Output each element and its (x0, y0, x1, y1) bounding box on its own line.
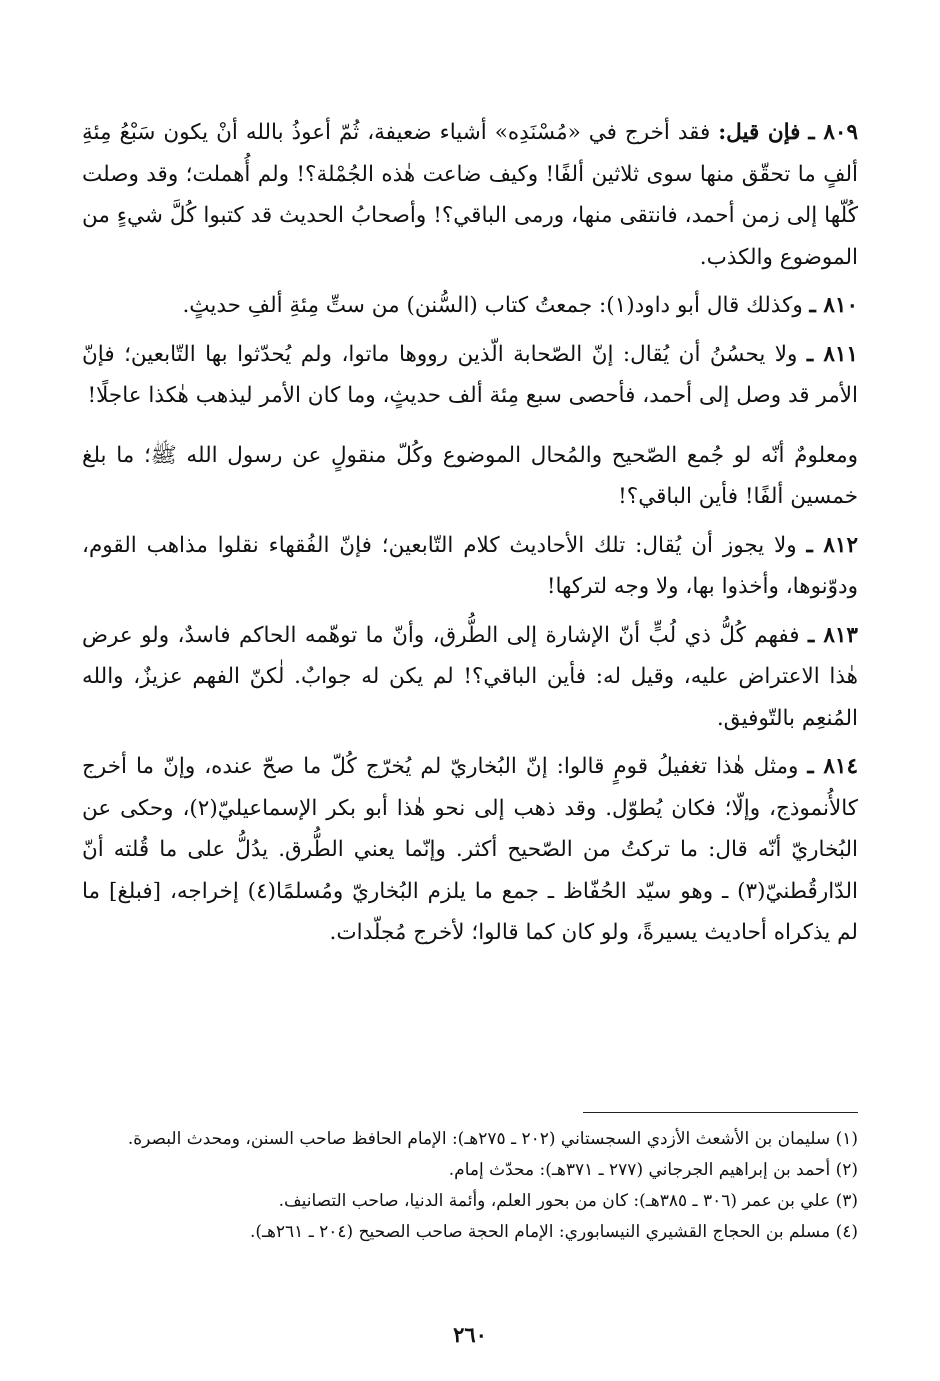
paragraph-811 (82, 334, 858, 417)
paragraph-number: ٨١٣ ـ (807, 622, 858, 648)
paragraph-number: ٨١٠ ـ (809, 293, 858, 318)
paragraph-814 (82, 746, 858, 954)
paragraph-number: ٨١٢ ـ (806, 532, 859, 558)
paragraph-text: فقد أخرج في «مُسْنَدِه» أشياء ضعيفة، ثُمّ أعوذُ بالله أنْ يكون سَبْعُ مِئةِ ألفٍ ما تحقّق منها سوى ثلاثين ألفًا! وكيف ضاعت هٰذه الجُمْلة؟! ولم أُهملت؛ وقد وصلت كُلّها إلى زمن أحمد، فانتقى منها، ورمى الباقي؟! وأصحابُ الحديث قد كتبوا كُلَّ شيءٍ من الموضوع والكذب. (82, 120, 858, 270)
footnote-3: (٣) علي بن عمر (٣٠٦ ـ ٣٨٥هـ): كان من بحور العلم، وأئمة الدنيا، صاحب التصانيف. (278, 1191, 858, 1211)
main-text (82, 112, 858, 954)
footnote-2: (٢) أحمد بن إبراهيم الجرجاني (٢٧٧ ـ ٣٧١هـ): محدّث إمام. (448, 1160, 858, 1180)
paragraph-text: ومثل هٰذا تغفيلُ قومٍ قالوا: إنّ البُخاريّ لم يُخرّج كُلّ ما صحّ عنده، وإنّ ما أخرج كالأُنموذج، وإلّا؛ فكان يُطوّل. وقد ذهب إلى نحو هٰذا أبو بكر الإسماعيليّ(٢)، وحكى عن البُخاريّ أنّه قال: ما تركتُ من الصّحيح أكثر. وإنّما يعني الطُّرق. يدُلُّ على ما قُلته أنّ الدّارقُطنيّ(٣) ـ وهو سيّد الحُفّاظ ـ جمع ما يلزم البُخاريّ ومُسلمًا(٤) إخراجه، [فبلغ] ما لم يذكراه أحاديث يسيرةً، ولو كان كما قالوا؛ لأخرج مُجلّدات. (82, 754, 858, 945)
paragraph-number: ٨١١ ـ (806, 341, 858, 367)
page-number: ٢٦٠ (453, 1322, 487, 1347)
paragraph-number: ٨٠٩ ـ (808, 120, 858, 145)
paragraph-812 (82, 525, 858, 608)
footnote-4: (٤) مسلم بن الحجاج القشيري النيسابوري: الإمام الحجة صاحب الصحيح (٢٠٤ ـ ٢٦١هـ). (249, 1222, 858, 1242)
footnotes (82, 1124, 858, 1248)
paragraph-text: وكذلك قال أبو داود(١): جمعتُ كتاب (السُّنن) من ستِّ مِئةِ ألفِ حديثٍ. (182, 293, 803, 318)
footnote-divider (583, 1112, 858, 1113)
paragraph-lead: فإن قيل: (718, 120, 801, 145)
paragraph-number: ٨١٤ ـ (807, 754, 858, 779)
paragraph-text: ولا يجوز أن يُقال: تلك الأحاديث كلام التّابعين؛ فإنّ الفُقهاء نقلوا مذاهب القوم، ودوّنوها، وأخذوا بها، ولا وجه لتركها! (82, 532, 858, 599)
paragraph-text: ولا يحسُنُ أن يُقال: إنّ الصّحابة الّذين رووها ماتوا، ولم يُحدّثوا بها التّابعين؛ فإنّ الأمر قد وصل إلى أحمد، فأحصى سبع مِئة ألف حديثٍ، وما كان الأمر ليذهب هٰكذا عاجلًا! (82, 341, 858, 408)
paragraph-unnumbered (82, 435, 858, 518)
paragraph-text: ففهم كُلُّ ذي لُبٍّ أنّ الإشارة إلى الطُّرق، وأنّ ما توهّمه الحاكم فاسدٌ، ولو عرض هٰذا الاعتراض عليه، وقيل له: فأين الباقي؟! لم يكن له جوابٌ. لٰكنّ الفهم عزيزٌ، والله المُنعِم بالتّوفيق. (82, 622, 858, 731)
paragraph-809 (82, 112, 858, 278)
footnote-1: (١) سليمان بن الأشعث الأزدي السجستاني (٢٠٢ ـ ٢٧٥هـ): الإمام الحافظ صاحب السنن، ومحدث البصرة. (127, 1129, 858, 1149)
paragraph-813 (82, 615, 858, 740)
paragraph-810 (82, 285, 858, 327)
paragraph-text: ومعلومٌ أنّه لو جُمع الصّحيح والمُحال الموضوع وكُلّ منقولٍ عن رسول الله ﷺ؛ ما بلغ خمسين ألفًا! فأين الباقي؟! (82, 442, 858, 509)
